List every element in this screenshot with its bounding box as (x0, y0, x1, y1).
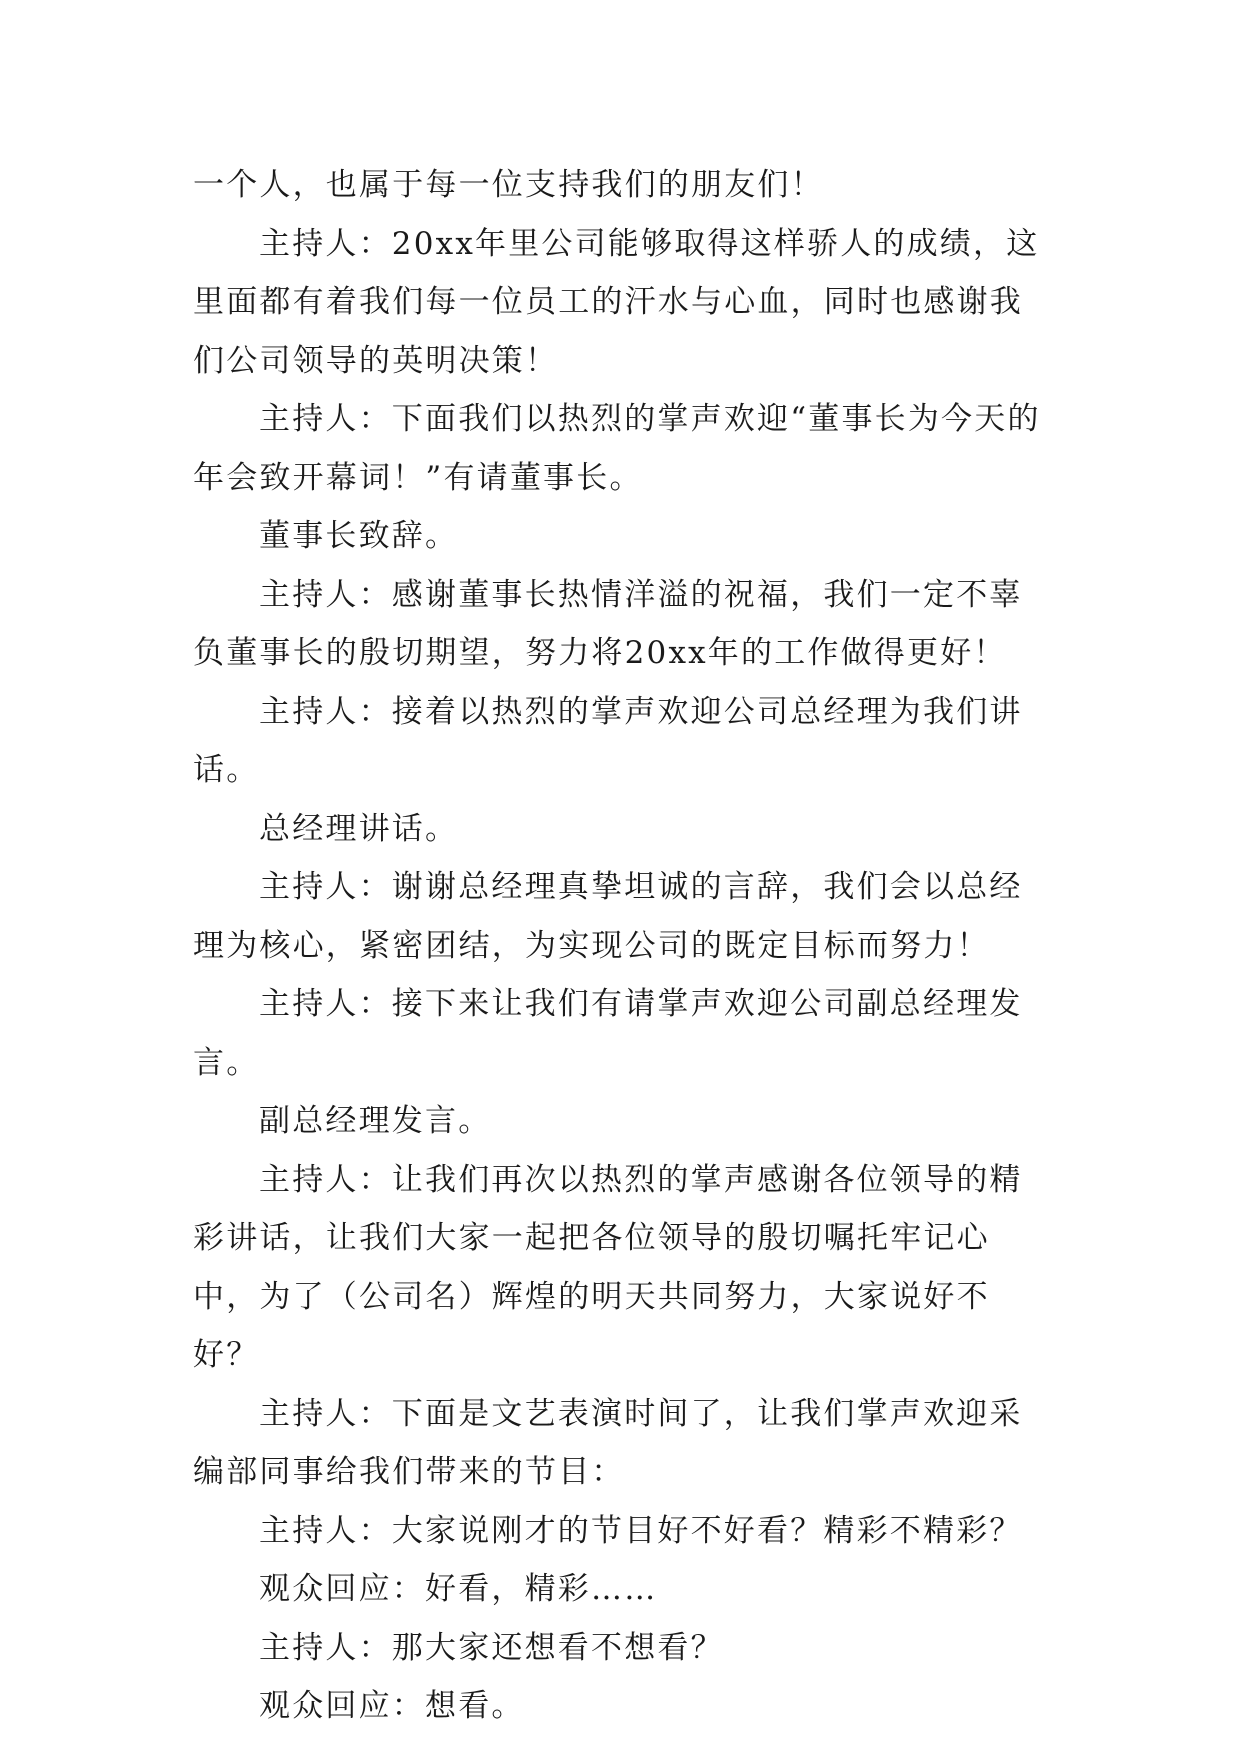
paragraph-host-invite-vgm: 主持人：接下来让我们有请掌声欢迎公司副总经理发言。 (193, 986, 1023, 1081)
paragraph-audience-reply-2: 观众回应：想看。 (259, 1688, 525, 1724)
paragraph-host-achievements: 主持人：20xx年里公司能够取得这样骄人的成绩，这里面都有着我们每一位员工的汗水与心血，同时也感谢我们公司领导的英明决策！ (193, 225, 1040, 379)
paragraph-host-thank-chairman: 主持人：感谢董事长热情洋溢的祝福，我们一定不辜负董事长的殷切期望，努力将20xx年的工作做得更好！ (193, 576, 1023, 671)
paragraph-host-ask-audience: 主持人：大家说刚才的节目好不好看？精彩不精彩？ (259, 1512, 1023, 1549)
paragraph-host-thank-leaders: 主持人：让我们再次以热烈的掌声感谢各位领导的精彩讲话，让我们大家一起把各位领导的殷切嘱托牢记心中，为了（公司名）辉煌的明天共同努力，大家说好不好？ (193, 1161, 1023, 1373)
paragraph-host-thank-gm: 主持人：谢谢总经理真挚坦诚的言辞，我们会以总经理为核心，紧密团结，为实现公司的既定目标而努力！ (193, 869, 1023, 964)
paragraph-continuation: 一个人，也属于每一位支持我们的朋友们！ (193, 167, 824, 203)
document-body (193, 156, 1055, 1736)
paragraph-host-ask-again: 主持人：那大家还想看不想看？ (259, 1629, 724, 1666)
paragraph-chairman-speech: 董事长致辞。 (259, 518, 459, 554)
paragraph-gm-speech: 总经理讲话。 (259, 810, 459, 847)
paragraph-host-invite-gm: 主持人：接着以热烈的掌声欢迎公司总经理为我们讲话。 (193, 693, 1023, 788)
paragraph-host-performance: 主持人：下面是文艺表演时间了，让我们掌声欢迎采编部同事给我们带来的节目： (193, 1395, 1023, 1490)
paragraph-vgm-speech: 副总经理发言。 (259, 1103, 492, 1139)
paragraph-audience-reply-1: 观众回应：好看，精彩…… (259, 1571, 658, 1607)
paragraph-host-invite-chairman: 主持人：下面我们以热烈的掌声欢迎“董事长为今天的年会致开幕词！”有请董事长。 (193, 401, 1041, 496)
